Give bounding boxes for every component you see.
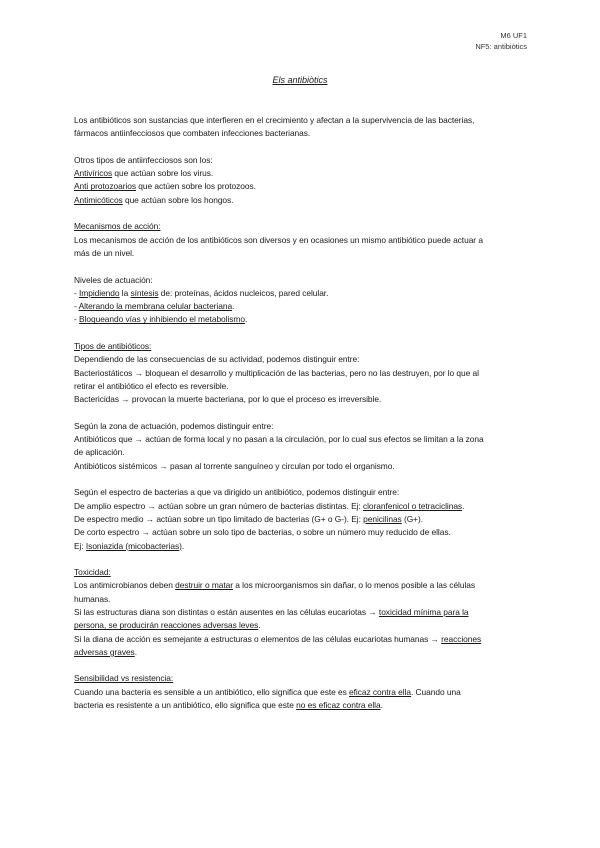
list-item: Antivíricos que actúan sobre los virus. — [74, 168, 214, 179]
list-item: Anti protozoarios que actúen sobre los protozoos. — [74, 181, 256, 192]
paragraph-line: Según el espectro de bacterias a que va dirigido un antibiótico, podemos distinguir entre: — [74, 487, 400, 498]
term: Antivíricos — [74, 168, 113, 179]
list-item: - Bloqueando vías y inhibiendo el metabolismo. — [74, 314, 248, 325]
paragraph-line: Según la zona de actuación, podemos distinguir entre: — [74, 420, 274, 431]
action-levels-section — [74, 274, 526, 327]
section-heading: Tipos de antibióticos: — [74, 341, 152, 352]
paragraph-line: De amplio espectro → actúan sobre un gran número de bacterias distintas. Ej: cloranfenicol o tetraciclinas. — [74, 500, 465, 511]
paragraph-line: Antibióticos que → actúan de forma local y no pasan a la circulación, por lo cual sus efectos se limitan a la zona — [74, 434, 484, 445]
paragraph-line: De corto espectro → actúan sobre un solo tipo de bacterias, o sobre un número muy reducido de ellas. — [74, 527, 451, 538]
paragraph-line: Antibióticos sistémicos → pasan al torrente sanguíneo y circulan por todo el organismo. — [74, 460, 395, 471]
document-body — [74, 114, 526, 712]
toxicity-section — [74, 566, 526, 659]
intro-section — [74, 114, 526, 141]
list-item: - Alterando la membrana celular bacteriana. — [74, 301, 235, 312]
antibiotic-types-section — [74, 340, 526, 406]
paragraph-line: Si la diana de acción es semejante a estructuras o elementos de las células eucariotas humanas → reacciones — [74, 633, 482, 644]
action-zone-section — [74, 420, 526, 473]
paragraph-line: fármacos antiinfecciosos que combaten infecciones bacterianas. — [74, 128, 311, 139]
paragraph-line: Los mecanismos de acción de los antibióticos son diversos y en ocasiones un mismo antibiótico puede actuar a — [74, 234, 483, 245]
paragraph-line: más de un nivel. — [74, 247, 135, 258]
paragraph-line: Dependiendo de las consecuencias de su actividad, podemos distinguir entre: — [74, 354, 360, 365]
term: Anti protozoarios — [74, 181, 136, 192]
paragraph-line: Los antibióticos son sustancias que interfieren en el crecimiento y afectan a la supervivencia de las bacterias, — [74, 115, 475, 125]
sensitivity-section — [74, 672, 526, 712]
paragraph-line: retirar el antibiótico el efecto es reversible. — [74, 380, 229, 391]
document-title: Els antibiòtics — [272, 75, 328, 85]
mechanisms-section — [74, 220, 526, 260]
paragraph-line: de aplicación. — [74, 447, 125, 458]
page-header — [475, 30, 527, 52]
paragraph-line: Bactericidas → provocan la muerte bacteriana, por lo que el proceso es irreversible. — [74, 394, 382, 405]
paragraph-line: humanas. — [74, 593, 111, 604]
paragraph-line: bacteria es resistente a un antibiótico, ello significa que este no es eficaz contra ella. — [74, 700, 383, 711]
list-item: - Impidiendo la síntesis de: proteínas, ácidos nucleicos, pared celular. — [74, 287, 329, 298]
paragraph-line: Ej: Isoniazida (micobacterias). — [74, 540, 185, 551]
paragraph-line: Los antimicrobianos deben destruir o matar a los microorganismos sin dañar, o lo menos posible a las células — [74, 580, 476, 591]
paragraph-line: Cuando una bacteria es sensible a un antibiótico, ello significa que este es eficaz contra ella. Cuando una — [74, 686, 461, 697]
term: Antimicóticos — [74, 194, 123, 205]
paragraph-line: adversas graves. — [74, 646, 137, 657]
header-unit: NF5: antibiòtics — [475, 42, 527, 51]
section-heading: Sensibilidad vs resistencia: — [74, 673, 174, 684]
list-item: Antimicóticos que actúan sobre los hongos. — [74, 194, 234, 205]
section-heading: Mecanismos de acción: — [74, 221, 161, 232]
header-module: M6 UF1 — [500, 31, 527, 40]
spectrum-section — [74, 486, 526, 552]
section-heading: Otros tipos de antiinfecciosos son los: — [74, 154, 213, 165]
section-heading: Niveles de actuación: — [74, 274, 153, 285]
paragraph-line: Bacteriostáticos → bloquean el desarrollo y multiplicación de las bacterias, pero no las destruyen, por lo que al — [74, 367, 479, 378]
paragraph-line: Si las estructuras diana son distintas o están ausentes en las células eucariotas → toxicidad mínima para la — [74, 606, 469, 617]
section-heading: Toxicidad: — [74, 567, 111, 578]
paragraph-line: De espectro medio → actúan sobre un tipo limitado de bacterias (G+ o G-). Ej: penicilinas (G+). — [74, 513, 424, 524]
paragraph-line: persona, se producirán reacciones adversas leves. — [74, 620, 261, 631]
other-antiinfectives-section — [74, 154, 526, 207]
